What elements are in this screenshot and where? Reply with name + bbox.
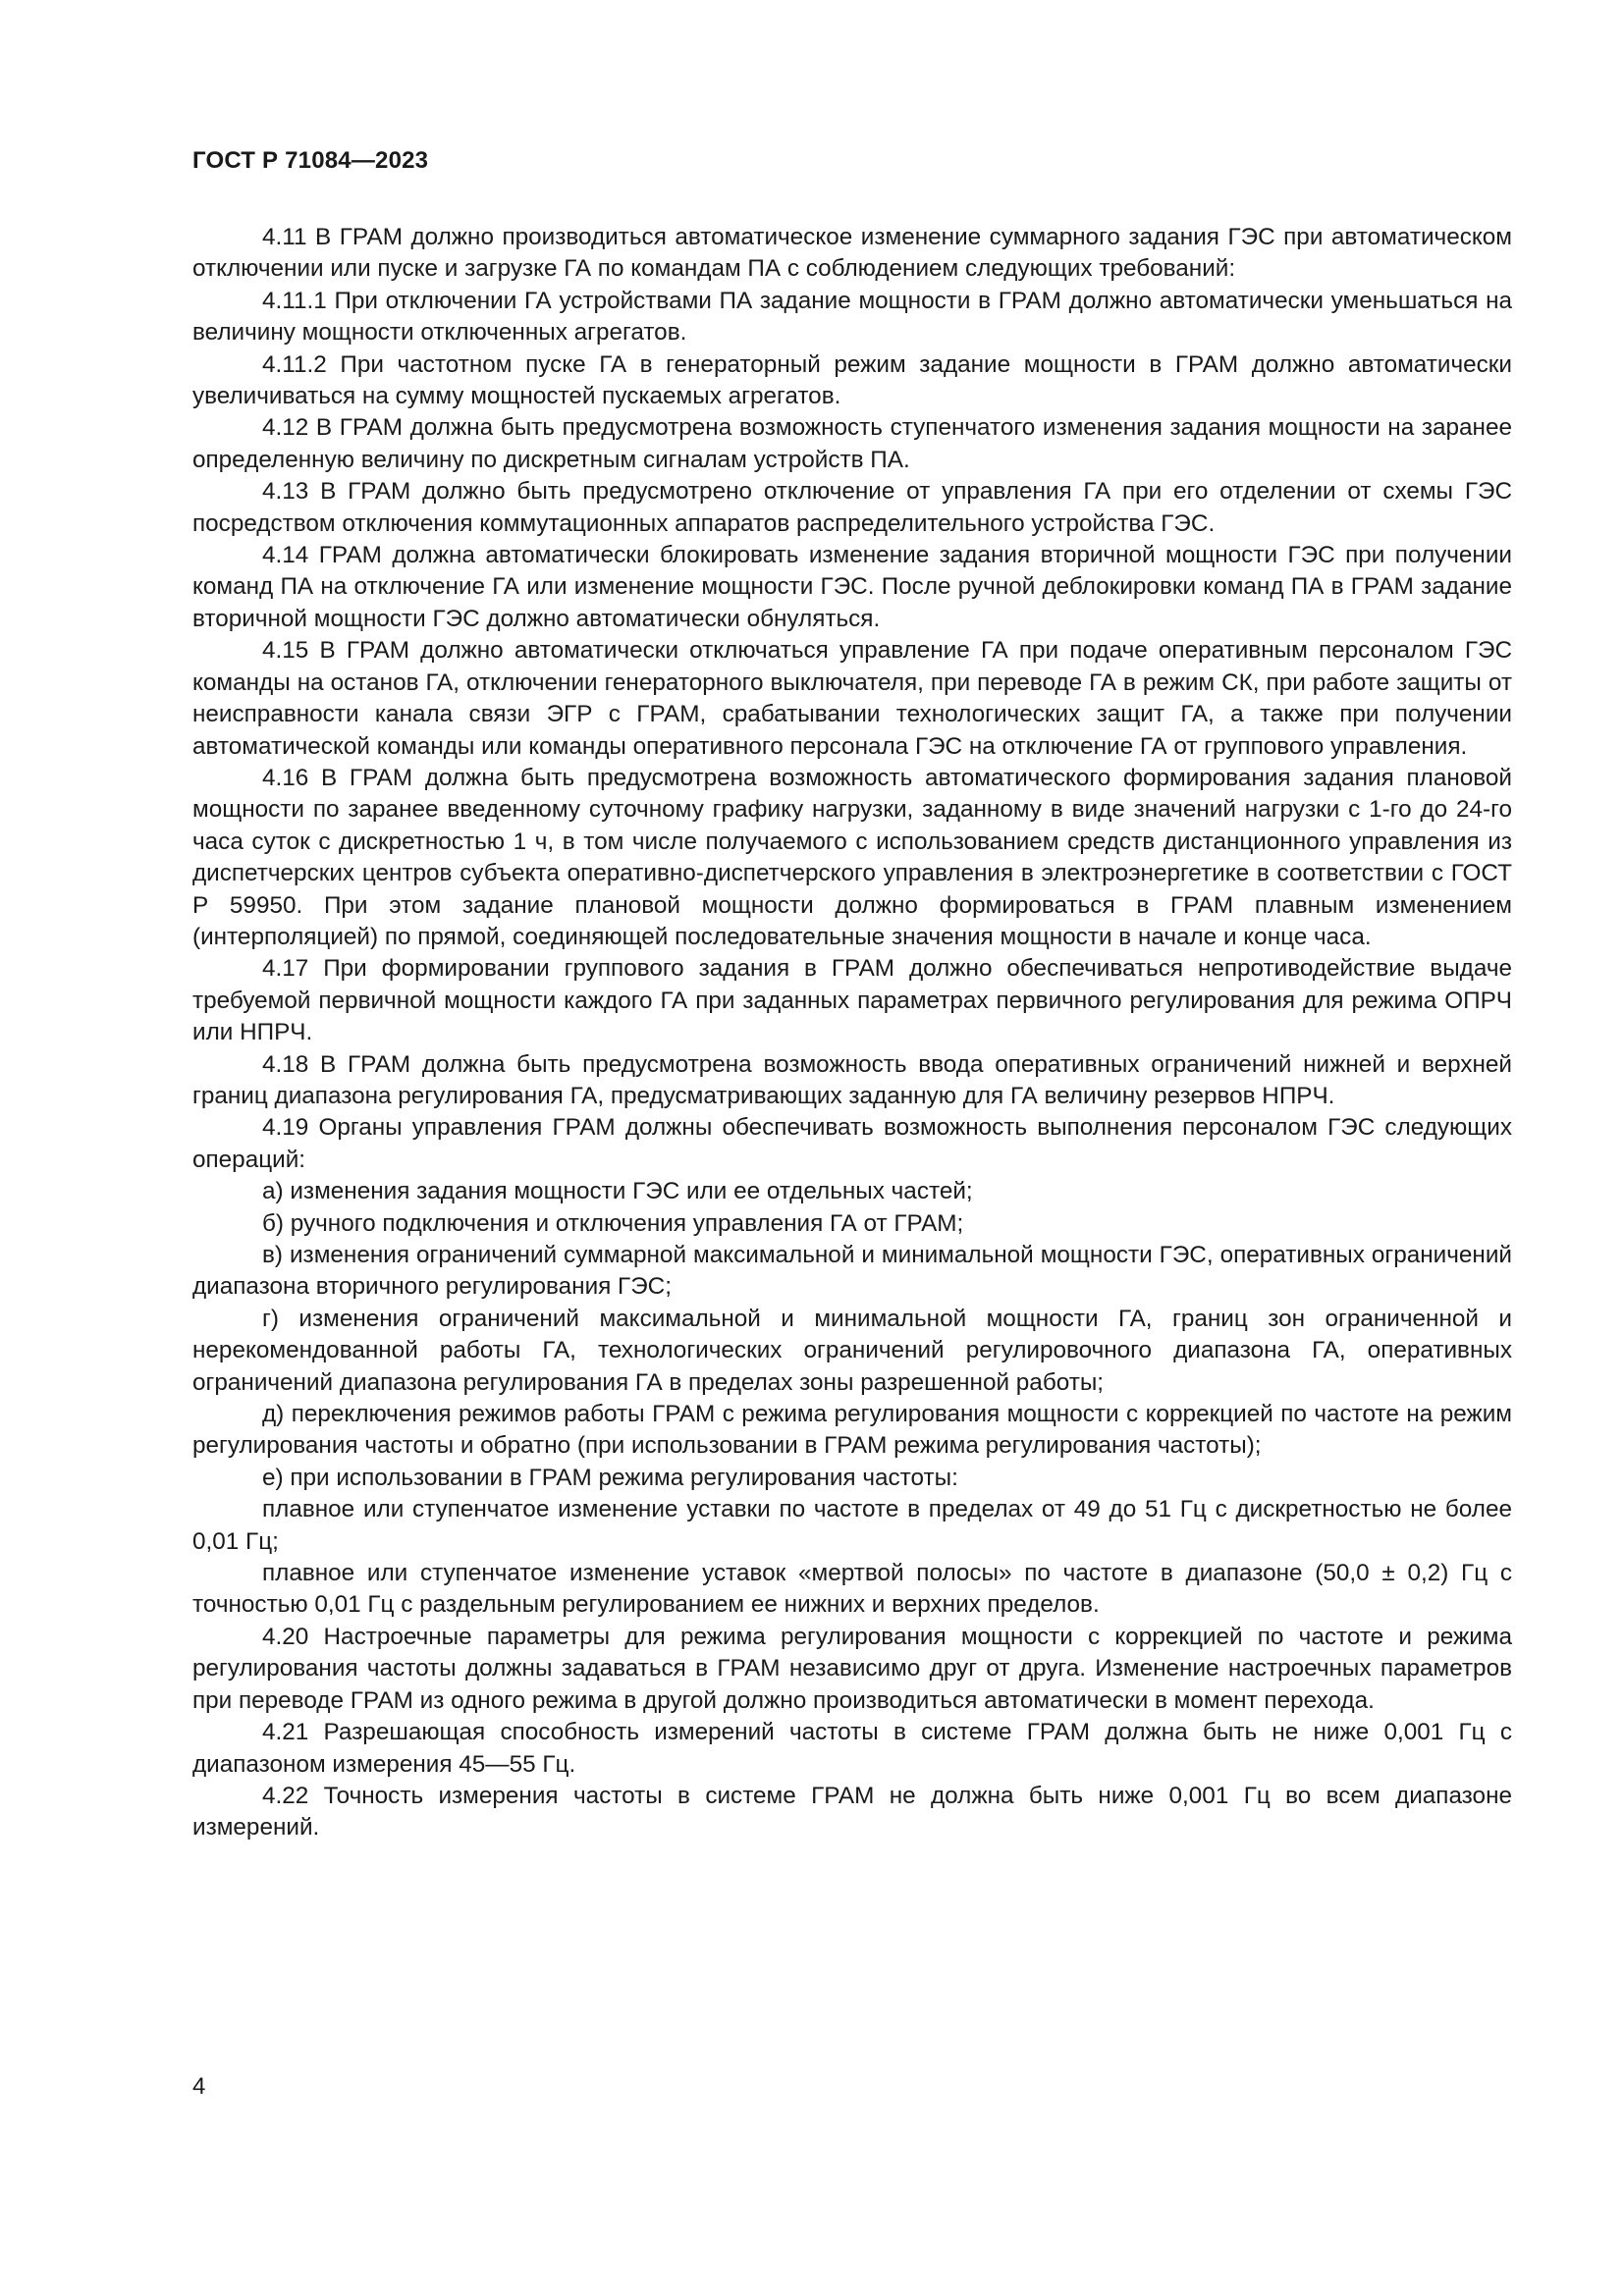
sub-item-dead-band: плавное или ступенчатое изменение уставок «мертвой полосы» по частоте в диапазоне (50,0 ± 0,2) Гц с точностью 0,01 Гц с раздельным регулированием ее нижних и верхних пределов. xyxy=(192,1560,1512,1619)
paragraph-4-18: 4.18 В ГРАМ должна быть предусмотрена возможность ввода оперативных ограничений нижней и верхней границ диапазона регулирования ГА, предусматривающих заданную для ГА величину резервов НПРЧ. xyxy=(192,1050,1512,1109)
list-item-b: б) ручного подключения и отключения управления ГА от ГРАМ; xyxy=(262,1209,964,1237)
paragraph-4-16: 4.16 В ГРАМ должна быть предусмотрена возможность автоматического формирования задания плановой мощности по заранее введенному суточному графику нагрузки, заданному в виде значений нагрузки с 1-го до 24-го часа суток с дискретностью 1 ч, в том числе получаемого с использованием средств дистанционного управления из диспетчерских центров субъекта оперативно-диспетчерского управления в электроэнергетике в соответствии с ГОСТ Р 59950. При этом задание плановой мощности должно формироваться в ГРАМ плавным изменением (интерполяцией) по прямой, соединяющей последовательные значения мощности в начале и конце часа. xyxy=(192,764,1512,950)
paragraph-4-20: 4.20 Настроечные параметры для режима регулирования мощности с коррекцией по частоте и режима регулирования частоты должны задаваться в ГРАМ независимо друг от друга. Изменение настроечных параметров при переводе ГРАМ из одного режима в другой должно производиться автоматически в момент перехода. xyxy=(192,1623,1512,1714)
list-item-d: д) переключения режимов работы ГРАМ с режима регулирования мощности с коррекцией по частоте на режим регулирования частоты и обратно (при использовании в ГРАМ режима регулирования частоты); xyxy=(192,1401,1512,1460)
paragraph-4-17: 4.17 При формировании группового задания в ГРАМ должно обеспечиваться непротиводействие выдаче требуемой первичной мощности каждого ГА при заданных параметрах первичного регулирования для режима ОПРЧ или НПРЧ. xyxy=(192,955,1512,1046)
paragraph-4-14: 4.14 ГРАМ должна автоматически блокировать изменение задания вторичной мощности ГЭС при получении команд ПА на отключение ГА или изменение мощности ГЭС. После ручной деблокировки команд ПА в ГРАМ задание вторичной мощности ГЭС должно автоматически обнуляться. xyxy=(192,542,1512,632)
paragraph-4-11: 4.11 В ГРАМ должно производиться автоматическое изменение суммарного задания ГЭС при автоматическом отключении или пуске и загрузке ГА по командам ПА с соблюдением следующих требований: xyxy=(192,224,1512,283)
list-item-g: г) изменения ограничений максимальной и минимальной мощности ГА, границ зон ограниченной и нерекомендованной работы ГА, технологических ограничений регулировочного диапазона ГА, оперативных ограничений диапазона регулирования ГА в пределах зоны разрешенной работы; xyxy=(192,1305,1512,1396)
list-item-a: а) изменения задания мощности ГЭС или ее отдельных частей; xyxy=(262,1178,973,1205)
list-item-v: в) изменения ограничений суммарной максимальной и минимальной мощности ГЭС, оперативных ограничений диапазона вторичного регулирования ГЭС; xyxy=(192,1242,1512,1301)
paragraph-4-15: 4.15 В ГРАМ должно автоматически отключаться управление ГА при подаче оперативным персоналом ГЭС команды на останов ГА, отключении генераторного выключателя, при переводе ГА в режим СК, при работе защиты от неисправности канала связи ЭГР с ГРАМ, срабатывании технологических защит ГА, а также при получении автоматической команды или команды оперативного персонала ГЭС на отключение ГА от группового управления. xyxy=(192,637,1512,760)
document-body xyxy=(192,222,1512,1844)
sub-item-frequency-setpoint: плавное или ступенчатое изменение уставки по частоте в пределах от 49 до 51 Гц с дискретностью не более 0,01 Гц; xyxy=(192,1496,1512,1555)
page-number: 4 xyxy=(192,2073,206,2100)
paragraph-4-12: 4.12 В ГРАМ должна быть предусмотрена возможность ступенчатого изменения задания мощности на заранее определенную величину по дискретным сигналам устройств ПА. xyxy=(192,414,1512,473)
paragraph-4-19: 4.19 Органы управления ГРАМ должны обеспечивать возможность выполнения персоналом ГЭС следующих операций: xyxy=(192,1114,1512,1173)
paragraph-4-22: 4.22 Точность измерения частоты в системе ГРАМ не должна быть ниже 0,001 Гц во всем диапазоне измерений. xyxy=(192,1782,1512,1842)
paragraph-4-13: 4.13 В ГРАМ должно быть предусмотрено отключение от управления ГА при его отделении от схемы ГЭС посредством отключения коммутационных аппаратов распределительного устройства ГЭС. xyxy=(192,478,1512,537)
document-header-standard-id: ГОСТ Р 71084—2023 xyxy=(192,147,429,174)
list-item-e: е) при использовании в ГРАМ режима регулирования частоты: xyxy=(262,1464,958,1491)
paragraph-4-11-2: 4.11.2 При частотном пуске ГА в генераторный режим задание мощности в ГРАМ должно автоматически увеличиваться на сумму мощностей пускаемых агрегатов. xyxy=(192,350,1512,410)
paragraph-4-21: 4.21 Разрешающая способность измерений частоты в системе ГРАМ должна быть не ниже 0,001 Гц с диапазоном измерения 45—55 Гц. xyxy=(192,1719,1512,1778)
paragraph-4-11-1: 4.11.1 При отключении ГА устройствами ПА задание мощности в ГРАМ должно автоматически уменьшаться на величину мощности отключенных агрегатов. xyxy=(192,287,1512,347)
